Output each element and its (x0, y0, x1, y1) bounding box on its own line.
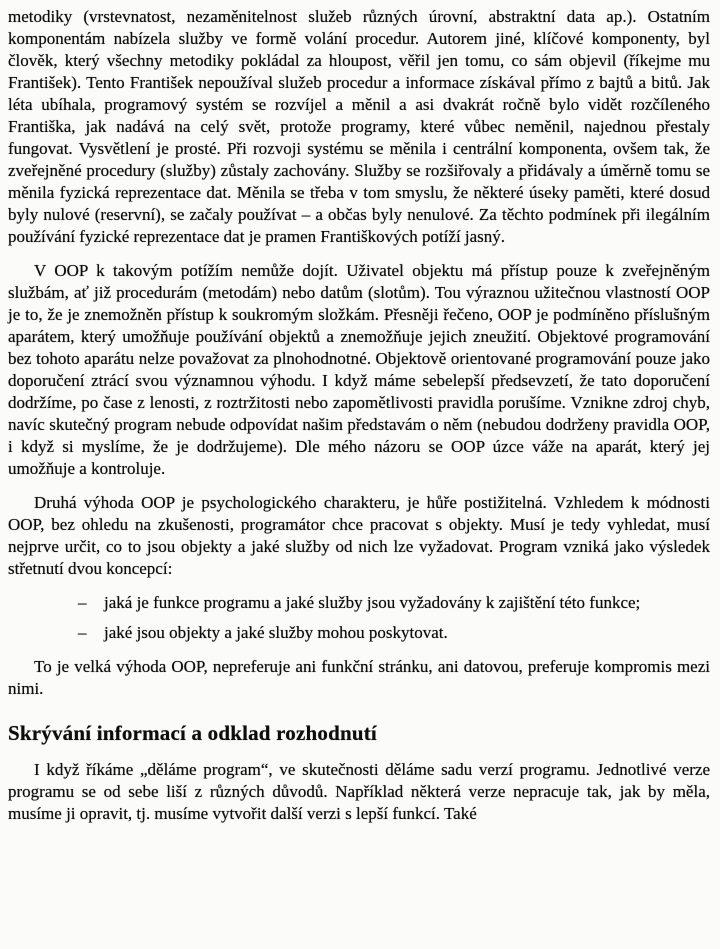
body-paragraph: I když říkáme „děláme program“, ve skutečnosti děláme sadu verzí programu. Jednotlivé verze programu se od sebe liší z různých důvodů. Například některá verze nepracuje tak, jak by měla, musíme ji opravit, tj. musíme vytvořit další verzi s lepší funkcí. Také (8, 760, 710, 823)
list-item-text: jaké jsou objekty a jaké služby mohou poskytovat. (104, 623, 448, 642)
body-paragraph-continuation: metodiky (vrstevnatost, nezaměnitelnost služeb různých úrovní, abstraktní data ap.). Ostatním komponentám nabízela služby ve formě volání procedur. Autorem jiné, klíčové komponenty, byl člověk, který všechny metodiky pokládal za hloupost, věřil jen tomu, co sám objevil (říkejme mu František). Tento František nepoužíval služeb procedur a informace získával přímo z bajtů a bitů. Jak léta ubíhala, programový systém se rozvíjel a měnil a asi dvakrát ročně bylo vidět rozčíleného Františka, jak nadává na celý svět, protože programy, které vůbec neměnil, najednou přestaly fungovat. Vysvětlení je prosté. Při rozvoji systému se měnila i centrální komponenta, ovšem tak, že zveřejněné procedury (služby) zůstaly zachovány. Služby se rozšiřovaly a přidávaly a úměrně tomu se měnila fyzická reprezentace dat. Měnila se třeba v tom smyslu, že některé úseky paměti, které dosud byly nulové (reservní), se začaly používat – a občas byly nenulové. Za těchto podmínek při ilegálním používání fyzické reprezentace dat je pramen Františkových potíží jasný. (8, 7, 710, 246)
dash-bullet: – (78, 623, 87, 642)
body-paragraph: V OOP k takovým potížím nemůže dojít. Uživatel objektu má přístup pouze k zveřejněným službám, ať již procedurám (metodám) nebo datům (slotům). Tou výraznou užitečnou vlastností OOP je to, že je znemožněn přístup k soukromým složkám. Přesněji řečeno, OOP je podmíněno příslušným aparátem, který umožňuje používání objektů a znemožňuje jejich zneužití. Objektové programování bez tohoto aparátu nelze považovat za plnohodnotné. Objektově orientované programování pouze jako doporučení ztrácí svou významnou výhodu. I když máme sebelepší předsevzetí, že tato doporučení dodržíme, po čase z lenosti, z roztržitosti nebo zapomětlivosti pravidla porušíme. Vznikne zdroj chyb, navíc skutečný program nebude odpovídat našim představám o něm (nebudou dodrženy pravidla OOP, i když si myslíme, že je dodržujeme). Dle mého názoru se OOP úzce váže na aparát, který jej umožňuje a kontroluje. (8, 261, 710, 478)
list-item (78, 622, 688, 644)
list-item (78, 592, 688, 614)
section-heading: Skrývání informací a odklad rozhodnutí (8, 721, 377, 745)
body-paragraph: Druhá výhoda OOP je psychologického charakteru, je hůře postižitelná. Vzhledem k módnosti OOP, bez ohledu na zkušenosti, programátor chce pracovat s objekty. Musí je tedy vyhledat, musí nejprve určit, co to jsou objekty a jaké služby od nich lze vyžadovat. Program vzniká jako výsledek střetnutí dvou koncepcí: (8, 493, 710, 578)
body-paragraph: To je velká výhoda OOP, nepreferuje ani funkční stránku, ani datovou, preferuje kompromis mezi nimi. (8, 657, 710, 698)
list-item-text: jaká je funkce programu a jaké služby jsou vyžadovány k zajištění této funkce; (104, 593, 641, 612)
dash-bullet: – (78, 593, 87, 612)
bullet-list (78, 592, 688, 644)
